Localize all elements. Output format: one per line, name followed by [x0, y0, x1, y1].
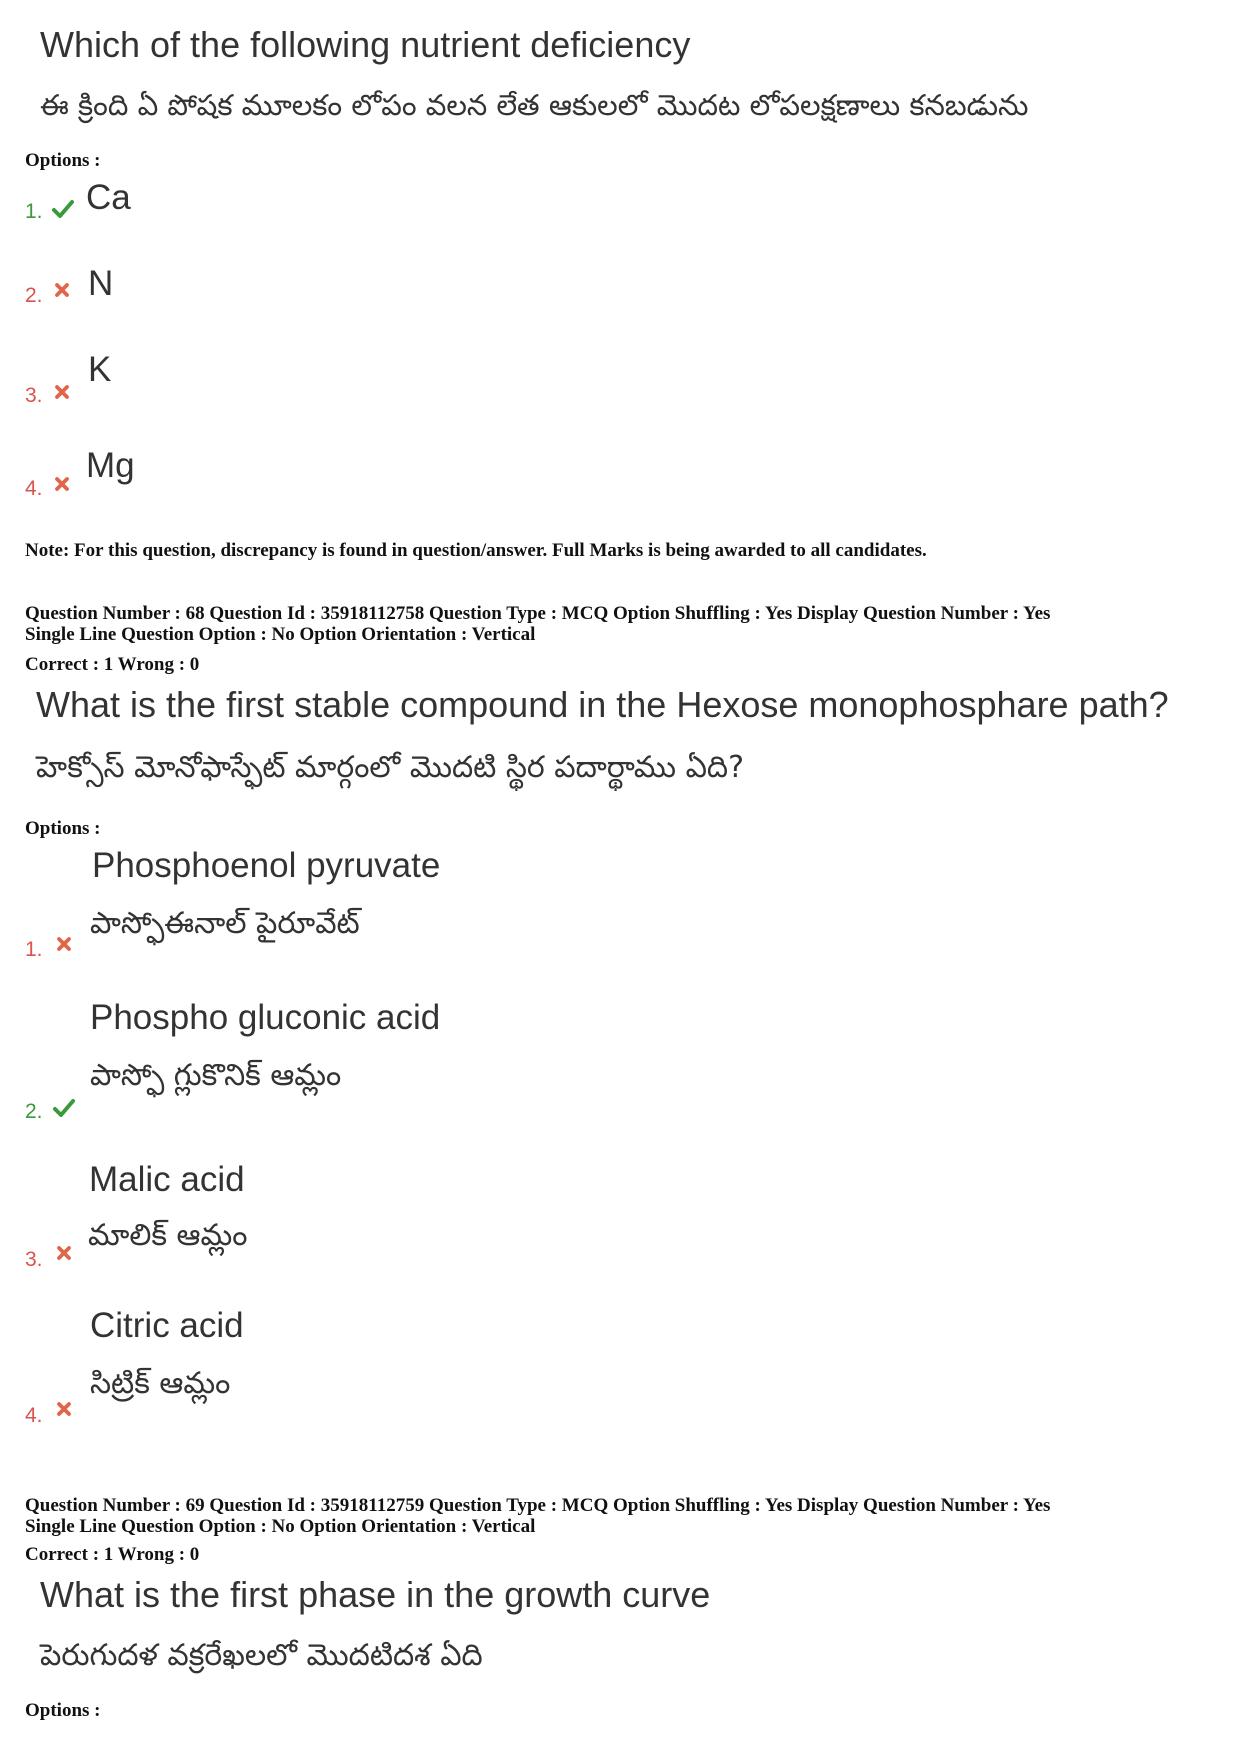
q69-options-label: Options : — [25, 1700, 101, 1721]
q68-option-3-en: Malic acid — [89, 1160, 245, 1199]
q68-option-2-te: పాస్ఫో గ్లుకొనిక్ ఆమ్లం — [90, 1058, 342, 1093]
cross-icon — [54, 1243, 74, 1263]
q68-text-te: హెక్సోస్ మోనోఫాస్ఫేట్ మార్గంలో మొదటి స్థిర పదార్థాము ఏది? — [36, 750, 744, 785]
q68-option-1-en: Phosphoenol pyruvate — [92, 846, 441, 885]
cross-icon — [54, 1399, 74, 1419]
q69-meta-line2: Single Line Question Option : No Option Orientation : Vertical — [25, 1516, 536, 1537]
q67-option-4-number: 4. — [25, 477, 43, 500]
q67-text-en: Which of the following nutrient deficiency — [40, 24, 691, 65]
q68-option-4-te: సిట్రిక్ ఆమ్లం — [90, 1366, 231, 1401]
q68-score: Correct : 1 Wrong : 0 — [25, 654, 200, 675]
q68-option-4-number: 4. — [25, 1404, 43, 1427]
q68-option-1-number: 1. — [25, 938, 43, 961]
q67-option-3-number: 3. — [25, 384, 43, 407]
q67-option-1-text: Ca — [86, 178, 131, 217]
check-icon — [51, 197, 75, 221]
q67-option-1-number: 1. — [25, 200, 43, 223]
q67-option-2-text: N — [88, 264, 114, 303]
cross-icon — [52, 280, 72, 300]
q68-meta-line2: Single Line Question Option : No Option Orientation : Vertical — [25, 624, 536, 645]
q69-meta-line1: Question Number : 69 Question Id : 35918112759 Question Type : MCQ Option Shuffling : Yes Display Question Number : Yes — [25, 1495, 1051, 1516]
q69-text-en: What is the first phase in the growth curve — [40, 1574, 711, 1615]
q68-options-label: Options : — [25, 818, 101, 839]
q67-option-4-text: Mg — [86, 446, 135, 485]
cross-icon — [52, 474, 72, 494]
q67-text-te: ఈ క్రింది ఏ పోషక మూలకం లోపం వలన లేత ఆకులలో మొదట లోపలక్షణాలు కనబడును — [40, 88, 1029, 122]
q67-option-2-number: 2. — [25, 284, 43, 307]
q68-option-2-number: 2. — [25, 1100, 43, 1123]
q69-score: Correct : 1 Wrong : 0 — [25, 1544, 200, 1565]
q68-option-3-te: మాలిక్ ఆమ్లం — [88, 1218, 248, 1253]
q67-option-3-text: K — [88, 350, 112, 389]
q68-option-4-en: Citric acid — [90, 1306, 244, 1345]
q68-option-2-en: Phospho gluconic acid — [90, 998, 441, 1037]
check-icon — [52, 1096, 76, 1120]
q68-text-en: What is the first stable compound in the Hexose monophosphare path? — [36, 684, 1169, 725]
q68-option-3-number: 3. — [25, 1248, 43, 1271]
q67-note: Note: For this question, discrepancy is found in question/answer. Full Marks is being awarded to all candidates. — [25, 540, 927, 561]
q68-option-1-te: పాస్ఫోఈనాల్ పైరూవేట్ — [90, 906, 360, 941]
q68-meta-line1: Question Number : 68 Question Id : 35918112758 Question Type : MCQ Option Shuffling : Yes Display Question Number : Yes — [25, 603, 1051, 624]
cross-icon — [52, 382, 72, 402]
q67-options-label: Options : — [25, 150, 101, 171]
cross-icon — [54, 934, 74, 954]
q69-text-te: పెరుగుదళ వక్రరేఖలలో మొదటిదశ ఏది — [40, 1638, 483, 1673]
